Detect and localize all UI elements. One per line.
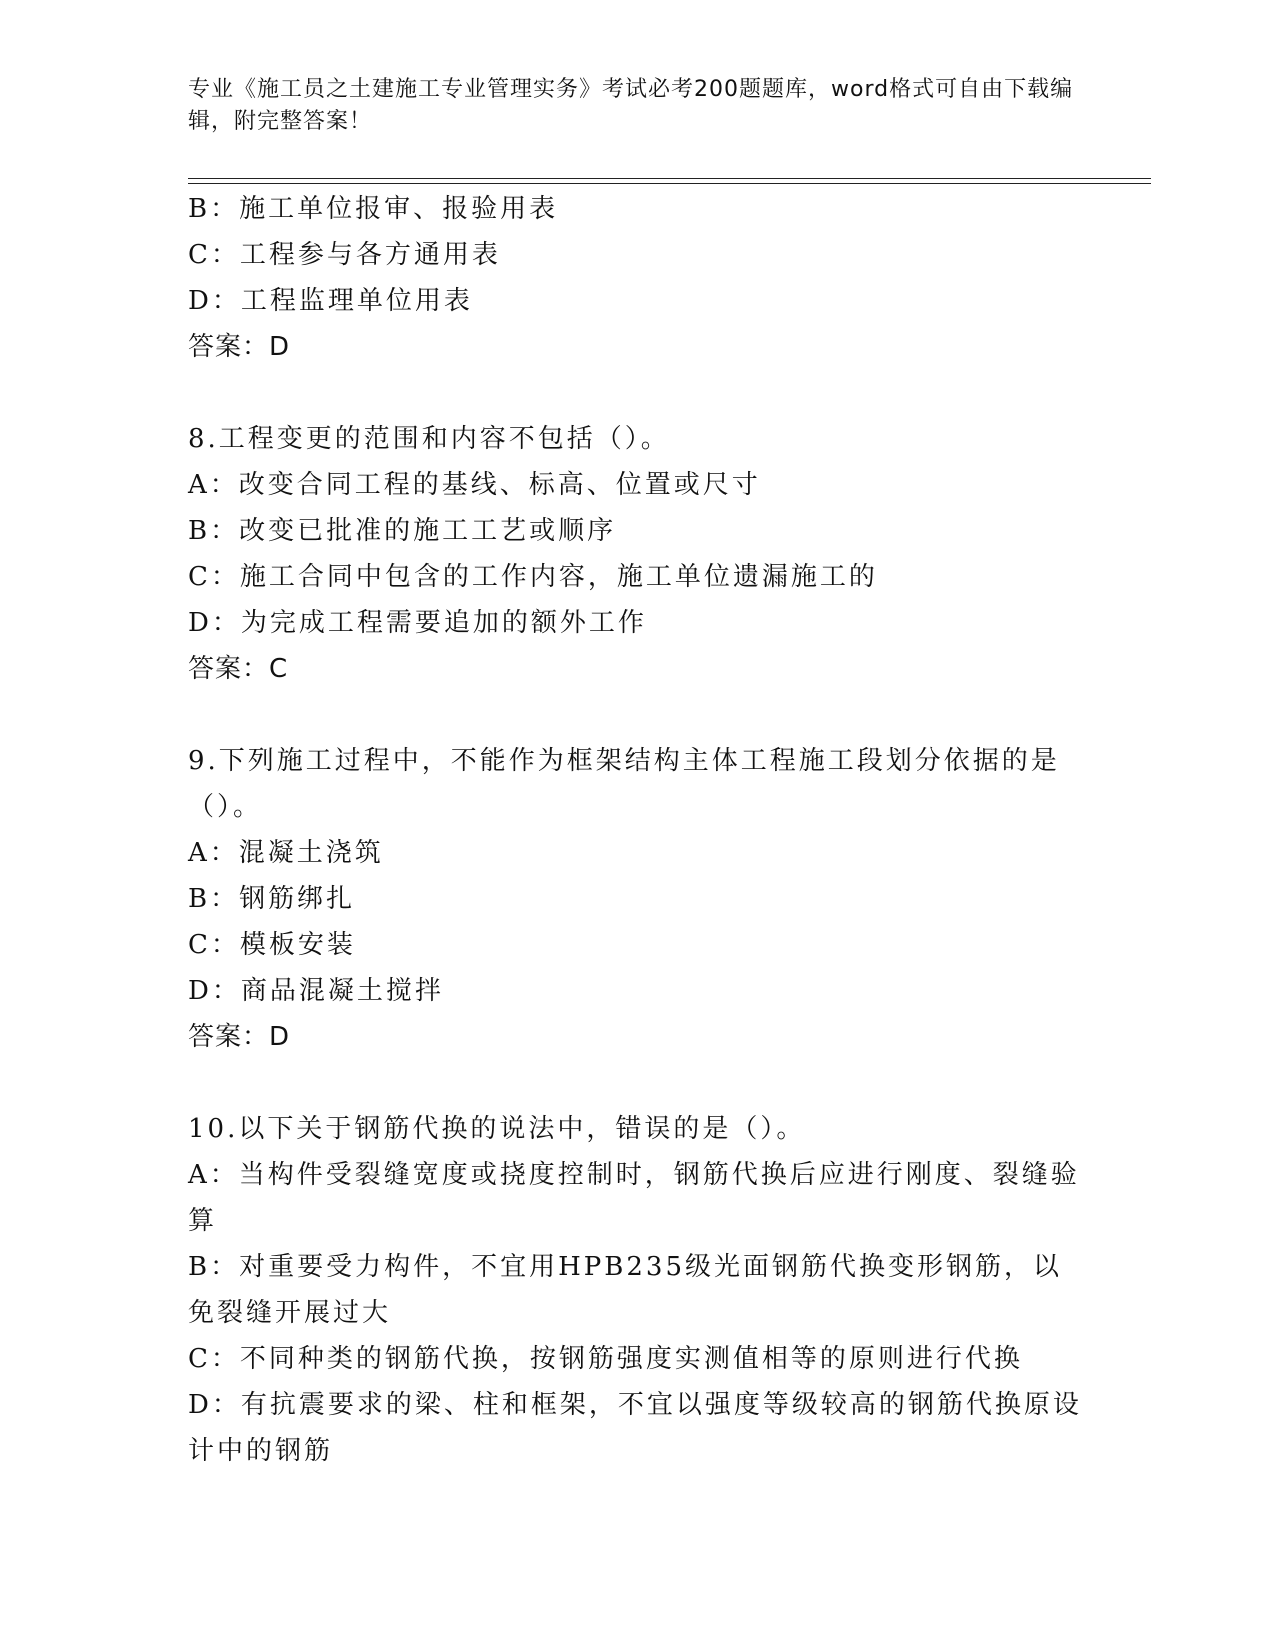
q10-question: 10.以下关于钢筋代换的说法中，错误的是（）。	[188, 1114, 806, 1144]
q9-option-a: A：混凝土浇筑	[188, 838, 384, 868]
q8-option-b: B：改变已批准的施工工艺或顺序	[188, 516, 617, 546]
spacer	[188, 370, 1088, 416]
q8-option-a: A：改变合同工程的基线、标高、位置或尺寸	[188, 470, 761, 500]
question-7-block	[188, 186, 1088, 370]
q7-option-b: B：施工单位报审、报验用表	[188, 194, 559, 224]
question-content	[188, 186, 1088, 1474]
q10-option-c: C：不同种类的钢筋代换，按钢筋强度实测值相等的原则进行代换	[188, 1344, 1023, 1374]
q10-option-b: B：对重要受力构件，不宜用HPB235级光面钢筋代换变形钢筋，以免裂缝开展过大	[188, 1252, 1063, 1328]
header-divider-bottom	[188, 183, 1151, 184]
q10-option-d: D：有抗震要求的梁、柱和框架，不宜以强度等级较高的钢筋代换原设计中的钢筋	[188, 1390, 1082, 1466]
question-8-block	[188, 416, 1088, 692]
q8-option-d: D：为完成工程需要追加的额外工作	[188, 608, 647, 638]
q9-option-b: B：钢筋绑扎	[188, 884, 356, 914]
q7-answer: 答案：D	[188, 332, 291, 362]
document-header: 专业《施工员之土建施工专业管理实务》考试必考200题题库，word格式可自由下载编辑，附完整答案！	[188, 77, 1074, 134]
q8-question: 8.工程变更的范围和内容不包括（）。	[188, 424, 670, 454]
q8-option-c: C：施工合同中包含的工作内容，施工单位遗漏施工的	[188, 562, 878, 592]
q7-option-c: C：工程参与各方通用表	[188, 240, 501, 270]
q9-option-d: D：商品混凝土搅拌	[188, 976, 444, 1006]
q9-option-c: C：模板安装	[188, 930, 356, 960]
question-10-block	[188, 1106, 1088, 1474]
header-divider-top	[188, 178, 1151, 179]
question-9-block	[188, 738, 1088, 1060]
spacer	[188, 692, 1088, 738]
q8-answer: 答案：C	[188, 654, 289, 684]
q9-question: 9.下列施工过程中，不能作为框架结构主体工程施工段划分依据的是（）。	[188, 746, 1060, 822]
q10-option-a: A：当构件受裂缝宽度或挠度控制时，钢筋代换后应进行刚度、裂缝验算	[188, 1160, 1080, 1236]
q7-option-d: D：工程监理单位用表	[188, 286, 473, 316]
q9-answer: 答案：D	[188, 1022, 291, 1052]
spacer	[188, 1060, 1088, 1106]
